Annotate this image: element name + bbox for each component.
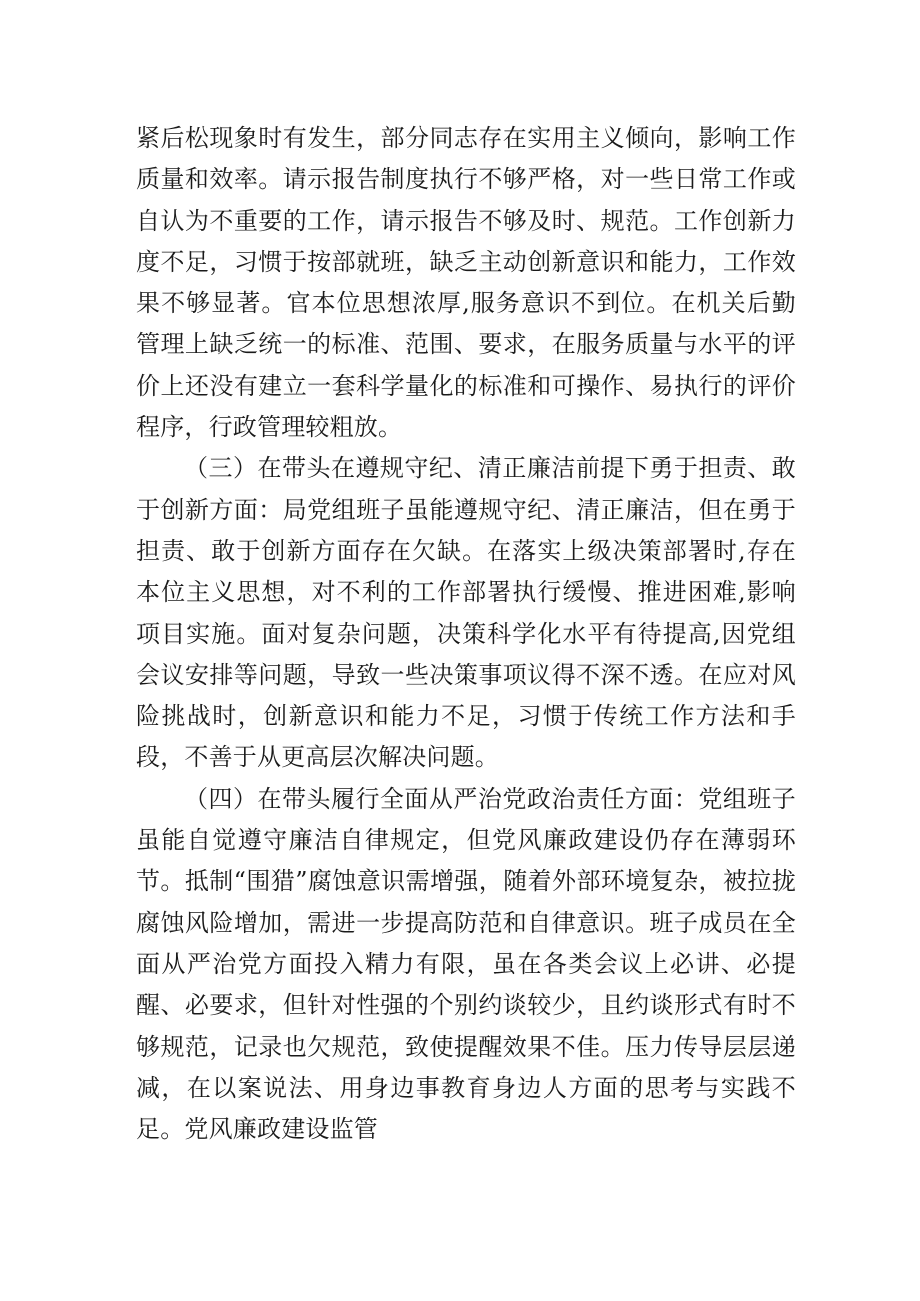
- paragraph-section-four: （四）在带头履行全面从严治党政治责任方面：党组班子虽能自觉遵守廉洁自律规定，但党风廉政建设仍存在薄弱环节。抵制“围猎”腐蚀意识需增强，随着外部环境复杂，被拉拢腐蚀风险增加，需进一步提高防范和自律意识。班子成员在全面从严治党方面投入精力有限，虽在各类会议上必讲、必提醒、必要求，但针对性强的个别约谈较少，且约谈形式有时不够规范，记录也欠规范，致使提醒效果不佳。压力传导层层递减，在以案说法、用身边事教育身边人方面的思考与实践不足。党风廉政建设监管: [136, 784, 796, 1144]
- document-body: [136, 118, 796, 1150]
- paragraph-section-three: （三）在带头在遵规守纪、清正廉洁前提下勇于担责、敢于创新方面：局党组班子虽能遵规守纪、清正廉洁，但在勇于担责、敢于创新方面存在欠缺。在落实上级决策部署时,存在本位主义思想，对不利的工作部署执行缓慢、推进困难,影响项目实施。面对复杂问题，决策科学化水平有待提高,因党组会议安排等问题，导致一些决策事项议得不深不透。在应对风险挑战时，创新意识和能力不足，习惯于传统工作方法和手段，不善于从更高层次解决问题。: [136, 454, 796, 772]
- paragraph-continuation: 紧后松现象时有发生，部分同志存在实用主义倾向，影响工作质量和效率。请示报告制度执行不够严格，对一些日常工作或自认为不重要的工作，请示报告不够及时、规范。工作创新力度不足，习惯于按部就班，缺乏主动创新意识和能力，工作效果不够显著。官本位思想浓厚,服务意识不到位。在机关后勤管理上缺乏统一的标准、范围、要求，在服务质量与水平的评价上还没有建立一套科学量化的标准和可操作、易执行的评价程序，行政管理较粗放。: [136, 124, 796, 442]
